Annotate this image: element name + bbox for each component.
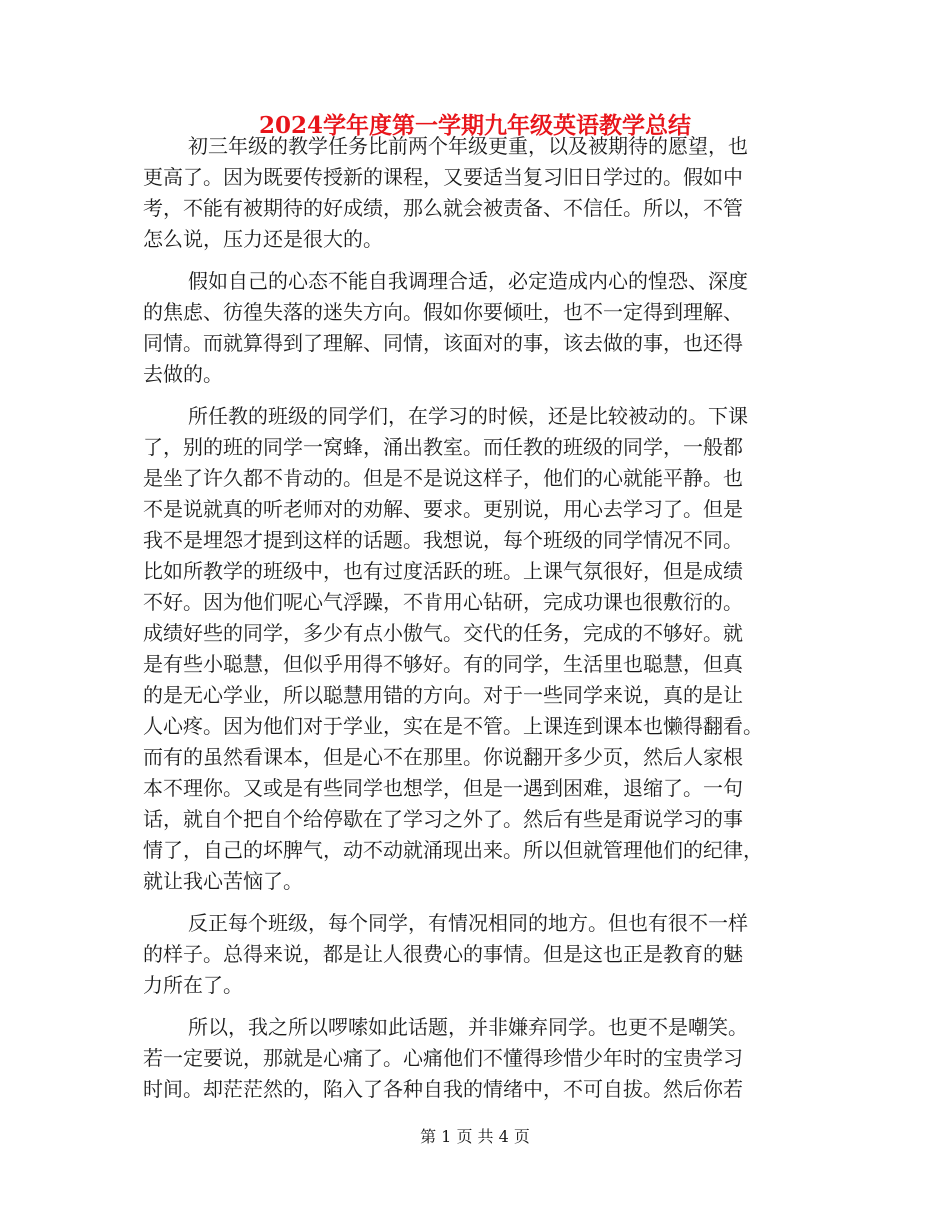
- paragraph-line: 的焦虑、彷徨失落的迷失方向。假如你要倾吐，也不一定得到理解、: [143, 300, 743, 324]
- paragraph-gap: [143, 255, 808, 266]
- paragraph-line: 时间。却茫茫然的，陷入了各种自我的情绪中，不可自拔。然后你若: [143, 1077, 743, 1101]
- paragraph: [143, 131, 808, 255]
- paragraph: [143, 401, 808, 897]
- paragraph-line: 假如自己的心态不能自我调理合适，必定造成内心的惶恐、深度: [188, 269, 748, 293]
- paragraph-gap: [143, 897, 808, 908]
- paragraph-line: 力所在了。: [143, 973, 243, 997]
- paragraph-line: 就让我心苦恼了。: [143, 869, 303, 893]
- paragraph-line: 是有些小聪慧，但似乎用得不够好。有的同学，生活里也聪慧，但真: [143, 652, 743, 676]
- paragraph: [143, 1012, 808, 1105]
- paragraph-line: 比如所教学的班级中，也有过度活跃的班。上课气氛很好，但是成绩: [143, 559, 743, 583]
- paragraph-line: 怎么说，压力还是很大的。: [143, 227, 383, 251]
- paragraph-line: 而有的虽然看课本，但是心不在那里。你说翻开多少页，然后人家根: [143, 745, 743, 769]
- paragraph-line: 的样子。总得来说，都是让人很费心的事情。但是这也正是教育的魅: [143, 942, 743, 966]
- document-title: 2024学年度第一学期九年级英语教学总结: [258, 112, 691, 139]
- paragraph-line: 的是无心学业，所以聪慧用错的方向。对于一些同学来说，真的是让: [143, 683, 743, 707]
- paragraph-line: 成绩好些的同学，多少有点小傲气。交代的任务，完成的不够好。就: [143, 621, 743, 645]
- paragraph-line: 不是说就真的听老师对的劝解、要求。更别说，用心去学习了。但是: [143, 497, 743, 521]
- paragraph-line: 我不是埋怨才提到这样的话题。我想说，每个班级的同学情况不同。: [143, 528, 743, 552]
- paragraph-gap: [143, 1001, 808, 1012]
- paragraph-line: 话，就自个把自个给停歇在了学习之外了。然后有些是甭说学习的事: [143, 807, 743, 831]
- paragraph-line: 反正每个班级，每个同学，有情况相同的地方。但也有很不一样: [188, 911, 748, 935]
- paragraph-line: 不好。因为他们呢心气浮躁，不肯用心钻研，完成功课也很敷衍的。: [143, 590, 743, 614]
- paragraph-line: 考，不能有被期待的好成绩，那么就会被责备、不信任。所以，不管: [143, 196, 743, 220]
- paragraph-line: 人心疼。因为他们对于学业，实在是不管。上课连到课本也懒得翻看。: [143, 714, 763, 738]
- document-body: [143, 131, 808, 1105]
- paragraph-line: 所任教的班级的同学们，在学习的时候，还是比较被动的。下课: [188, 404, 748, 428]
- paragraph-line: 所以，我之所以啰嗦如此话题，并非嫌弃同学。也更不是嘲笑。: [188, 1015, 748, 1039]
- paragraph-line: 了，别的班的同学一窝蜂，涌出教室。而任教的班级的同学，一般都: [143, 435, 743, 459]
- paragraph-line: 本不理你。又或是有些同学也想学，但是一遇到困难，退缩了。一句: [143, 776, 743, 800]
- paragraph-line: 是坐了许久都不肯动的。但是不是说这样子，他们的心就能平静。也: [143, 466, 743, 490]
- paragraph: [143, 908, 808, 1001]
- paragraph-line: 初三年级的教学任务比前两个年级更重，以及被期待的愿望，也: [188, 134, 748, 158]
- paragraph-line: 更高了。因为既要传授新的课程，又要适当复习旧日学过的。假如中: [143, 165, 743, 189]
- paragraph: [143, 266, 808, 390]
- paragraph-line: 去做的。: [143, 362, 223, 386]
- paragraph-gap: [143, 390, 808, 401]
- paragraph-line: 情了，自己的坏脾气，动不动就涌现出来。所以但就管理他们的纪律，: [143, 838, 763, 862]
- paragraph-line: 同情。而就算得到了理解、同情，该面对的事，该去做的事，也还得: [143, 331, 743, 355]
- page-footer: 第 1 页 共 4 页: [420, 1127, 530, 1146]
- paragraph-line: 若一定要说，那就是心痛了。心痛他们不懂得珍惜少年时的宝贵学习: [143, 1046, 743, 1070]
